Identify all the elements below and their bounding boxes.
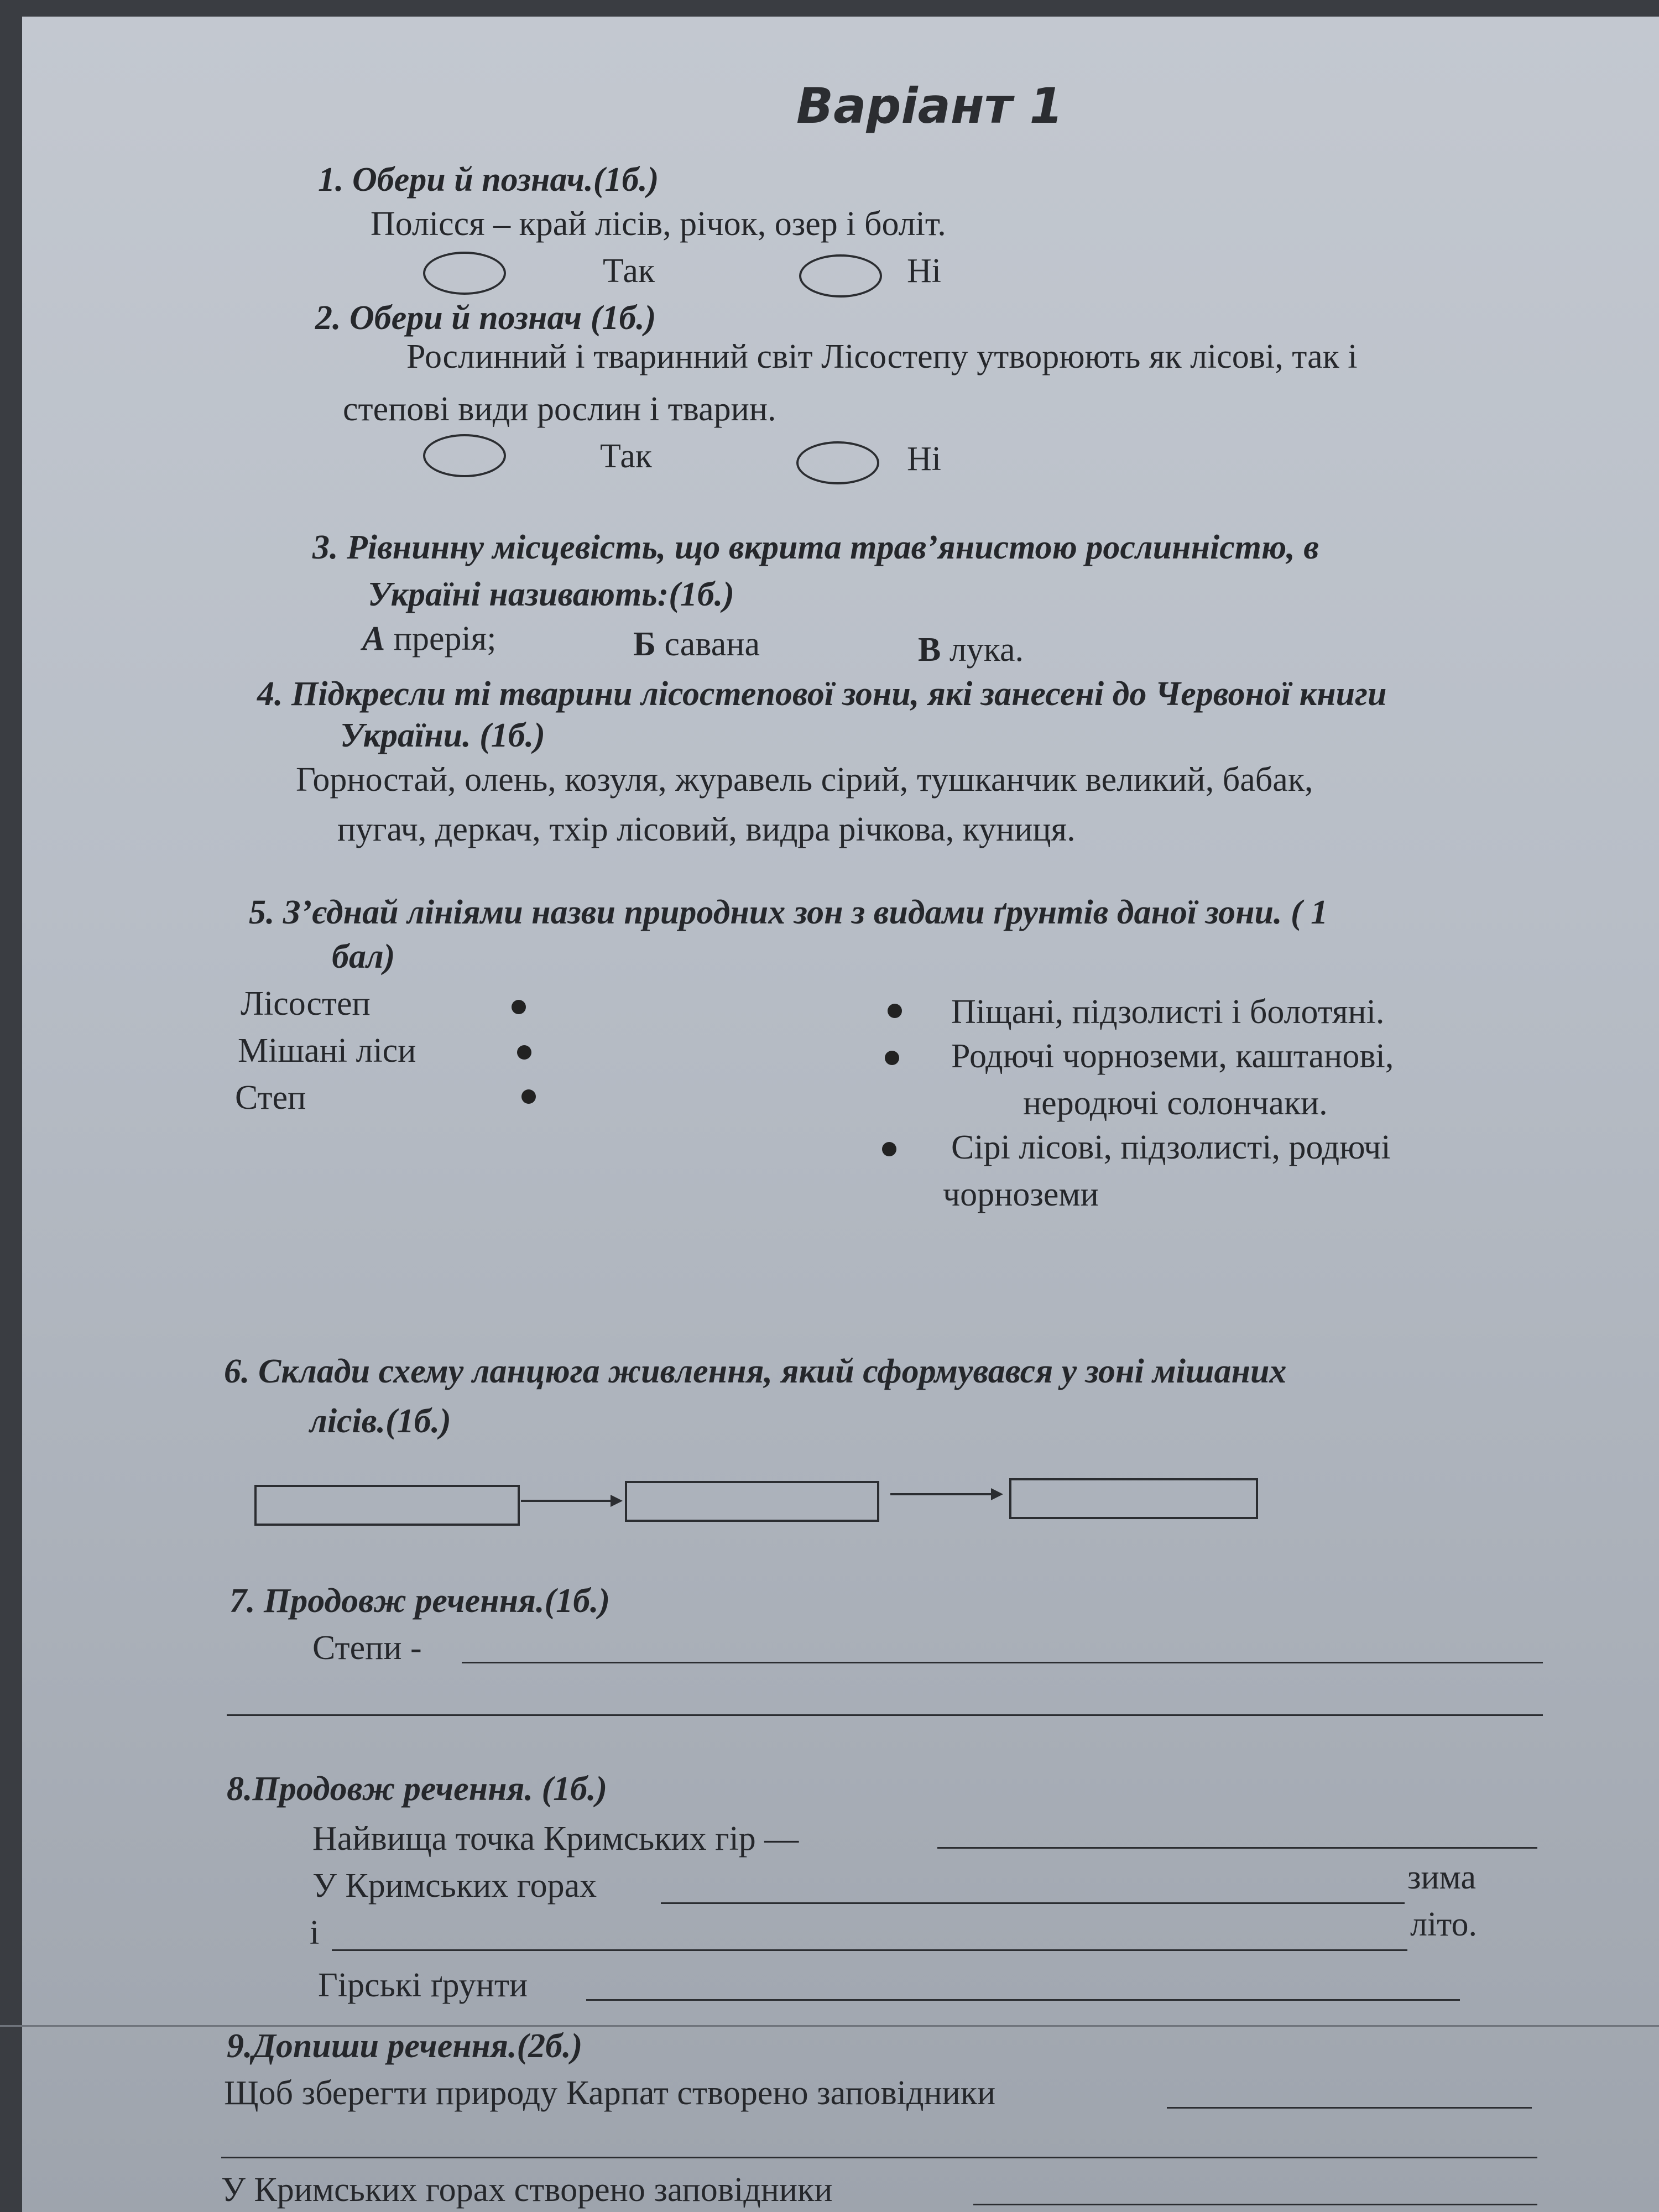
q5-zone-mixed-forests: Мішані ліси [238,1032,416,1070]
q8-prompt: 8.Продовж речення. (1б.) [227,1770,608,1808]
q2-yes-label: Так [600,437,652,475]
q5-soil-2-line2: неродючі солончаки. [1023,1084,1328,1122]
q7-answer-line-1[interactable] [462,1662,1543,1663]
variant-title: Варіант 1 [796,77,1063,134]
q5-prompt-line1: 5. З’єднай лініями назви природних зон з видами ґрунтів даної зони. ( 1 [249,894,1328,931]
q5-right-dot-1[interactable] [888,1004,902,1018]
q5-left-dot-1[interactable] [512,1000,526,1014]
q3-option-a-text: прерія; [385,620,497,658]
q1-statement: Полісся – край лісів, річок, озер і боліт. [371,205,946,243]
q6-prompt-line2: лісів.(1б.) [310,1402,451,1440]
q6-prompt-line1: 6. Склади схему ланцюга живлення, який сформувався у зоні мішаних [224,1353,1287,1390]
q2-yes-oval[interactable] [423,434,506,477]
q2-statement-line2: степові види рослин і тварин. [343,390,776,428]
q3-option-c[interactable] [918,630,1024,670]
q2-no-label: Ні [907,440,941,478]
q9-line1-text: Щоб зберегти природу Карпат створено заповідники [224,2074,996,2112]
q3-prompt-line2: Україні називають:(1б.) [368,576,734,613]
q1-yes-label: Так [603,252,655,290]
q5-soil-1: Піщані, підзолисті і болотяні. [951,993,1385,1031]
food-chain-arrow-1 [521,1500,620,1502]
q8-line3-text: і [310,1914,320,1952]
q7-prompt: 7. Продовж речення.(1б.) [229,1582,611,1620]
q9-prompt: 9.Допиши речення.(2б.) [227,2027,583,2065]
q5-right-dot-3[interactable] [882,1142,896,1156]
q7-answer-line-2[interactable] [227,1714,1543,1716]
q3-option-a-letter: А [362,620,385,658]
q7-start: Степи - [312,1629,422,1667]
q3-prompt-line1: 3. Рівнинну місцевість, що вкрита трав’янистою рослинністю, в [312,529,1319,566]
q4-prompt-line2: України. (1б.) [340,717,545,754]
food-chain-arrow-2 [890,1493,1001,1495]
q3-option-b[interactable] [633,625,760,664]
food-chain-box-1[interactable] [254,1485,520,1526]
q9-answer-line-1[interactable] [1167,2107,1532,2109]
q4-prompt-line1: 4. Підкресли ті тварини лісостепової зони, які занесені до Червоної книги [257,675,1387,713]
q8-answer-line-3[interactable] [332,1949,1407,1951]
q5-left-dot-2[interactable] [517,1045,531,1060]
q8-answer-line-1[interactable] [937,1847,1537,1849]
q8-line1-text: Найвища точка Кримських гір — [312,1820,799,1858]
q5-zone-forest-steppe: Лісостеп [241,985,371,1022]
q3-option-b-letter: Б [633,625,656,663]
q4-animals-line2[interactable]: пугач, деркач, тхір лісовий, видра річкова, куниця. [337,811,1076,848]
q5-zone-steppe: Степ [235,1079,306,1117]
q8-answer-line-2[interactable] [661,1902,1405,1904]
q1-no-oval[interactable] [799,254,882,298]
q3-option-b-text: савана [656,625,760,663]
q5-soil-3-line1: Сірі лісові, підзолисті, родючі [951,1129,1391,1166]
q2-no-oval[interactable] [796,441,879,484]
q8-answer-line-4[interactable] [586,1999,1460,2001]
q5-prompt-line2: бал) [332,938,395,975]
food-chain-box-2[interactable] [625,1481,879,1522]
q2-prompt: 2. Обери й познач (1б.) [315,299,656,337]
q5-left-dot-3[interactable] [521,1089,536,1104]
q3-option-c-text: лука. [941,631,1024,669]
q4-animals-line1[interactable]: Горностай, олень, козуля, журавель сірий, тушканчик великий, бабак, [296,761,1313,799]
q3-option-c-letter: В [918,631,941,669]
q1-prompt: 1. Обери й познач.(1б.) [318,161,659,199]
q2-statement-line1: Рослинний і тваринний світ Лісостепу утворюють як лісові, так і [406,338,1358,375]
q8-word-winter: зима [1407,1859,1476,1896]
q9-answer-line-2[interactable] [221,2157,1537,2158]
q9-line2-text: У Кримських горах створено заповідники [221,2171,833,2209]
q9-answer-line-3[interactable] [973,2204,1537,2205]
food-chain-box-3[interactable] [1009,1478,1258,1519]
q1-yes-oval[interactable] [423,252,506,295]
q3-option-a[interactable] [362,619,497,659]
q8-line4-text: Гірські ґрунти [318,1966,528,2004]
q5-right-dot-2[interactable] [885,1051,899,1065]
q1-no-label: Ні [907,252,941,290]
q8-line2-text: У Кримських горах [312,1867,597,1905]
q5-soil-3-line2: чорноземи [943,1176,1099,1213]
q5-soil-2-line1: Родючі чорноземи, каштанові, [951,1037,1394,1075]
q8-word-summer: літо. [1410,1906,1477,1943]
